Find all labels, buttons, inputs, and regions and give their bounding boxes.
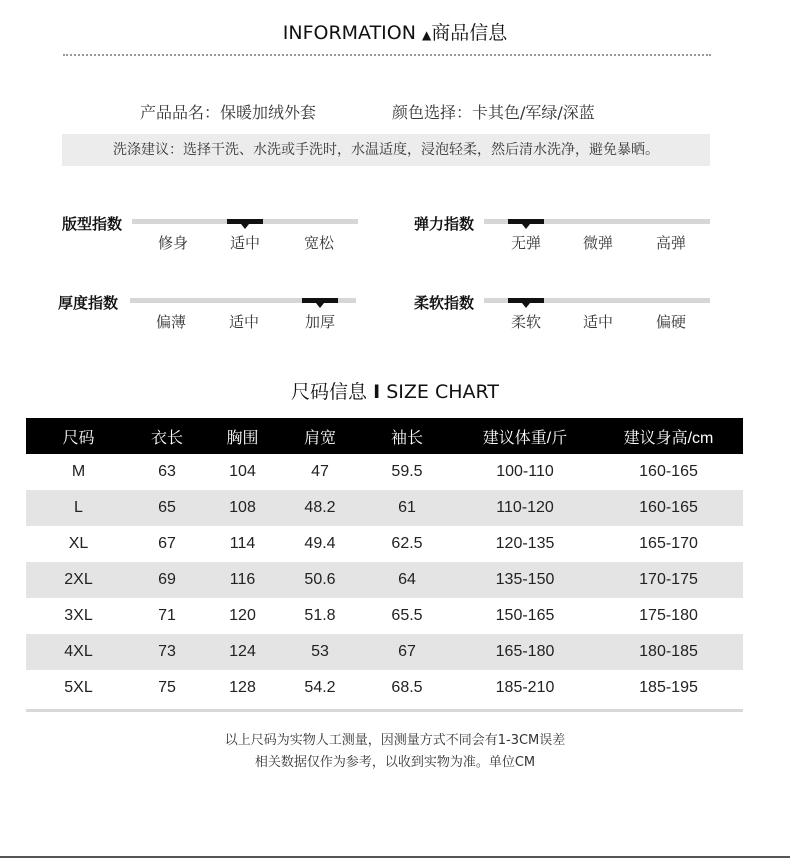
table-bottom-rule xyxy=(26,709,743,712)
table-cell: 135-150 xyxy=(456,562,594,598)
table-cell: L xyxy=(26,490,131,526)
size-chart-title-cn: 尺码信息 xyxy=(291,381,368,403)
size-chart-separator: I xyxy=(373,381,381,403)
elasticity-index-marker xyxy=(508,219,544,224)
table-cell: 63 xyxy=(158,463,176,480)
table-cell: 67 xyxy=(158,535,176,552)
table-cell: 116 xyxy=(203,562,282,598)
softness-index-label: 柔软指数 xyxy=(414,294,475,312)
table-cell: 59.5 xyxy=(391,463,423,480)
table-cell: 71 xyxy=(158,607,176,624)
table-cell: 160-165 xyxy=(594,490,743,526)
table-row xyxy=(26,634,743,670)
table-cell: 51.8 xyxy=(304,607,336,624)
fit-option-slim: 修身 xyxy=(157,234,188,252)
table-cell: 69 xyxy=(131,562,203,598)
table-cell: 165-170 xyxy=(639,535,698,552)
softness-index-marker xyxy=(508,298,544,303)
table-cell: 49.4 xyxy=(304,535,336,552)
table-row xyxy=(26,670,743,706)
size-chart-table xyxy=(26,418,743,706)
column-header: 肩宽 xyxy=(282,418,358,454)
wash-advice: 洗涤建议：选择干洗、水洗或手洗时，水温适度，浸泡轻柔，然后清水洗净，避免暴晒。 xyxy=(62,134,710,166)
table-row xyxy=(26,490,743,526)
table-cell: 73 xyxy=(131,634,203,670)
table-header-row xyxy=(26,418,743,454)
table-cell: 108 xyxy=(203,490,282,526)
product-name-value: 保暖加绒外套 xyxy=(220,103,317,122)
table-cell: 2XL xyxy=(26,562,131,598)
table-cell: 61 xyxy=(358,490,456,526)
footnote-line-2: 相关数据仅作为参考，以收到实物为准。单位CM xyxy=(254,755,536,770)
table-row xyxy=(26,454,743,490)
column-header: 建议身高/cm xyxy=(594,418,743,454)
size-chart-title-en: SIZE CHART xyxy=(386,381,499,403)
table-cell: 64 xyxy=(358,562,456,598)
table-cell: 175-180 xyxy=(639,607,698,624)
thickness-option-thin: 偏薄 xyxy=(155,313,186,331)
table-cell: 180-185 xyxy=(594,634,743,670)
softness-option-soft: 柔软 xyxy=(510,313,541,331)
table-row xyxy=(26,562,743,598)
dotted-divider xyxy=(63,54,711,56)
title-cn: 商品信息 xyxy=(431,22,508,44)
color-label: 颜色选择： xyxy=(392,103,473,122)
softness-option-medium: 适中 xyxy=(582,313,613,331)
fit-option-regular: 适中 xyxy=(229,234,260,252)
table-cell: 110-120 xyxy=(456,490,594,526)
table-cell: 5XL xyxy=(64,679,93,696)
title-en: INFORMATION xyxy=(282,22,416,44)
table-cell: 100-110 xyxy=(496,463,554,480)
table-cell: 124 xyxy=(203,634,282,670)
column-header: 胸围 xyxy=(203,418,282,454)
elasticity-option-slight: 微弹 xyxy=(582,234,613,252)
fit-option-loose: 宽松 xyxy=(303,234,334,252)
color-choice-line xyxy=(392,100,595,123)
table-cell: 62.5 xyxy=(391,535,423,552)
size-chart-title xyxy=(0,377,790,404)
table-cell: 65 xyxy=(131,490,203,526)
table-cell: 4XL xyxy=(26,634,131,670)
page-bottom-rule xyxy=(0,856,790,858)
product-name-label: 产品品名： xyxy=(140,103,221,122)
table-row xyxy=(26,526,743,562)
fit-index-label: 版型指数 xyxy=(62,215,123,233)
table-cell: 65.5 xyxy=(391,607,423,624)
table-cell: 165-180 xyxy=(456,634,594,670)
table-cell: 160-165 xyxy=(639,463,698,480)
softness-option-stiff: 偏硬 xyxy=(655,313,686,331)
table-cell: 54.2 xyxy=(304,679,336,696)
table-cell: 114 xyxy=(229,535,256,552)
footnote-line-1: 以上尺码为实物人工测量，因测量方式不同会有1-3CM误差 xyxy=(224,733,566,748)
thickness-option-medium: 适中 xyxy=(228,313,259,331)
column-header: 建议体重/斤 xyxy=(456,418,594,454)
table-cell: 48.2 xyxy=(282,490,358,526)
table-cell: 3XL xyxy=(64,607,93,624)
table-cell: 104 xyxy=(229,463,256,480)
information-title xyxy=(0,18,790,45)
fit-index-marker xyxy=(227,219,263,224)
column-header: 衣长 xyxy=(131,418,203,454)
table-cell: 68.5 xyxy=(391,679,423,696)
table-cell: 53 xyxy=(282,634,358,670)
thickness-index-label: 厚度指数 xyxy=(58,294,119,312)
table-cell: 75 xyxy=(158,679,176,696)
table-row xyxy=(26,598,743,634)
table-cell: M xyxy=(71,463,86,480)
table-cell: 185-195 xyxy=(639,679,698,696)
triangle-up-icon: ▲ xyxy=(422,28,432,42)
table-cell: 120 xyxy=(229,607,256,624)
elasticity-option-none: 无弹 xyxy=(510,234,541,252)
table-cell: 170-175 xyxy=(594,562,743,598)
table-cell: XL xyxy=(68,535,89,552)
elasticity-option-high: 高弹 xyxy=(655,234,686,252)
table-cell: 150-165 xyxy=(495,607,555,624)
elasticity-index-label: 弹力指数 xyxy=(414,215,475,233)
thickness-option-thick: 加厚 xyxy=(304,313,335,331)
thickness-index-marker xyxy=(302,298,338,303)
table-cell: 50.6 xyxy=(282,562,358,598)
table-cell: 185-210 xyxy=(495,679,555,696)
table-cell: 128 xyxy=(229,679,256,696)
column-header: 袖长 xyxy=(358,418,456,454)
table-cell: 47 xyxy=(311,463,329,480)
table-cell: 120-135 xyxy=(495,535,555,552)
table-cell: 67 xyxy=(358,634,456,670)
product-name-line xyxy=(140,100,316,123)
column-header: 尺码 xyxy=(26,418,131,454)
color-value: 卡其色/军绿/深蓝 xyxy=(472,103,595,122)
